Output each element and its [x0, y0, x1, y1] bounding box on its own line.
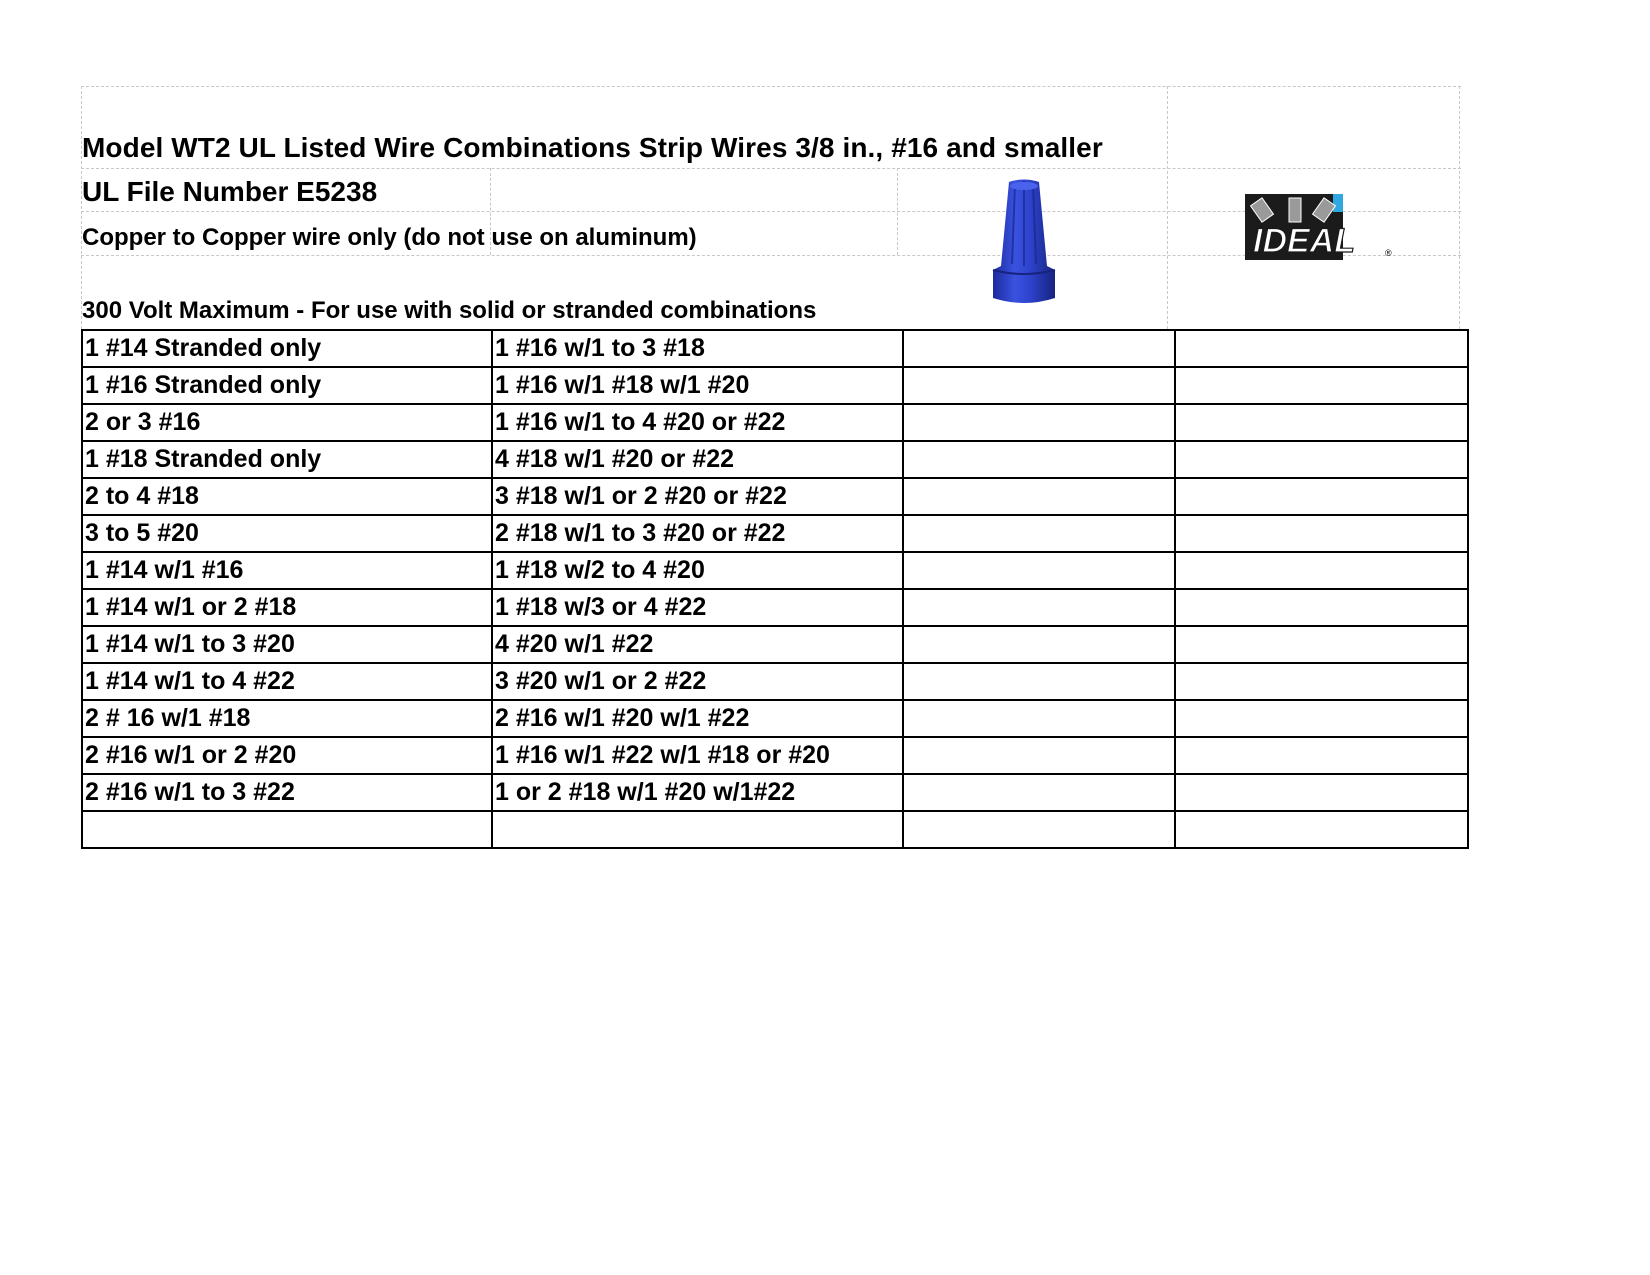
table-cell: 2 #16 w/1 or 2 #20	[82, 737, 492, 774]
gridline	[81, 86, 82, 329]
table-cell: 1 #16 w/1 to 3 #18	[492, 330, 903, 367]
table-cell: 1 #14 Stranded only	[82, 330, 492, 367]
table-cell	[903, 404, 1175, 441]
gridline	[1167, 86, 1168, 329]
wire-combinations-table	[81, 329, 1469, 849]
table-cell	[903, 663, 1175, 700]
table-row	[82, 552, 1468, 589]
table-cell: 1 #16 Stranded only	[82, 367, 492, 404]
table-cell: 2 to 4 #18	[82, 478, 492, 515]
table-row	[82, 515, 1468, 552]
table-cell: 1 #16 w/1 to 4 #20 or #22	[492, 404, 903, 441]
table-cell	[1175, 367, 1468, 404]
table-cell: 1 #14 w/1 #16	[82, 552, 492, 589]
table-cell	[1175, 478, 1468, 515]
table-cell	[903, 589, 1175, 626]
table-row	[82, 367, 1468, 404]
ideal-logo-icon	[1245, 190, 1405, 262]
gridline	[81, 168, 1461, 169]
table-cell: 1 #18 w/3 or 4 #22	[492, 589, 903, 626]
table-cell	[903, 552, 1175, 589]
table-cell	[1175, 663, 1468, 700]
table-cell	[1175, 330, 1468, 367]
table-cell: 1 or 2 #18 w/1 #20 w/1#22	[492, 774, 903, 811]
table-cell	[1175, 737, 1468, 774]
table-cell	[903, 330, 1175, 367]
table-row	[82, 478, 1468, 515]
table-cell	[1175, 515, 1468, 552]
table-cell	[903, 737, 1175, 774]
voltage-note: 300 Volt Maximum - For use with solid or stranded combinations	[82, 297, 817, 324]
table-row	[82, 404, 1468, 441]
table-cell: 1 #14 w/1 to 3 #20	[82, 626, 492, 663]
table-cell	[1175, 626, 1468, 663]
table-row	[82, 663, 1468, 700]
table-cell	[1175, 700, 1468, 737]
gridline	[81, 86, 1461, 87]
table-cell: 1 #18 w/2 to 4 #20	[492, 552, 903, 589]
table-cell	[1175, 441, 1468, 478]
table-row	[82, 737, 1468, 774]
table-cell: 1 #16 w/1 #18 w/1 #20	[492, 367, 903, 404]
table-cell	[903, 478, 1175, 515]
table-row	[82, 589, 1468, 626]
table-row	[82, 330, 1468, 367]
table-cell: 2 # 16 w/1 #18	[82, 700, 492, 737]
wire-connector-icon	[985, 178, 1063, 306]
table-cell	[1175, 811, 1468, 848]
table-row	[82, 626, 1468, 663]
table-cell	[903, 367, 1175, 404]
table-cell	[903, 626, 1175, 663]
gridline	[897, 168, 898, 255]
document-title: Model WT2 UL Listed Wire Combinations Strip Wires 3/8 in., #16 and smaller	[82, 132, 1103, 163]
copper-note: Copper to Copper wire only (do not use on aluminum)	[82, 224, 697, 251]
table-cell	[1175, 404, 1468, 441]
table-cell	[903, 441, 1175, 478]
table-cell: 2 #18 w/1 to 3 #20 or #22	[492, 515, 903, 552]
table-cell: 4 #20 w/1 #22	[492, 626, 903, 663]
table-cell	[1175, 774, 1468, 811]
registered-mark: ®	[1385, 248, 1392, 258]
table-cell	[492, 811, 903, 848]
table-cell: 3 #18 w/1 or 2 #20 or #22	[492, 478, 903, 515]
ul-file-number: UL File Number E5238	[82, 176, 378, 207]
table-cell	[1175, 589, 1468, 626]
table-cell: 1 #14 w/1 or 2 #18	[82, 589, 492, 626]
table-cell: 1 #16 w/1 #22 w/1 #18 or #20	[492, 737, 903, 774]
table-row	[82, 811, 1468, 848]
logo-text: IDEAL	[1253, 222, 1355, 260]
table-cell: 4 #18 w/1 #20 or #22	[492, 441, 903, 478]
table-cell: 1 #14 w/1 to 4 #22	[82, 663, 492, 700]
table-cell: 2 #16 w/1 #20 w/1 #22	[492, 700, 903, 737]
table-cell: 2 or 3 #16	[82, 404, 492, 441]
table-cell: 2 #16 w/1 to 3 #22	[82, 774, 492, 811]
table-row	[82, 700, 1468, 737]
table-cell: 3 to 5 #20	[82, 515, 492, 552]
table-cell	[82, 811, 492, 848]
table-cell	[903, 515, 1175, 552]
table-cell	[903, 700, 1175, 737]
table-row	[82, 441, 1468, 478]
table-cell: 1 #18 Stranded only	[82, 441, 492, 478]
table-row	[82, 774, 1468, 811]
table-cell	[903, 811, 1175, 848]
table-cell: 3 #20 w/1 or 2 #22	[492, 663, 903, 700]
table-cell	[903, 774, 1175, 811]
gridline	[1459, 86, 1460, 329]
table-cell	[1175, 552, 1468, 589]
